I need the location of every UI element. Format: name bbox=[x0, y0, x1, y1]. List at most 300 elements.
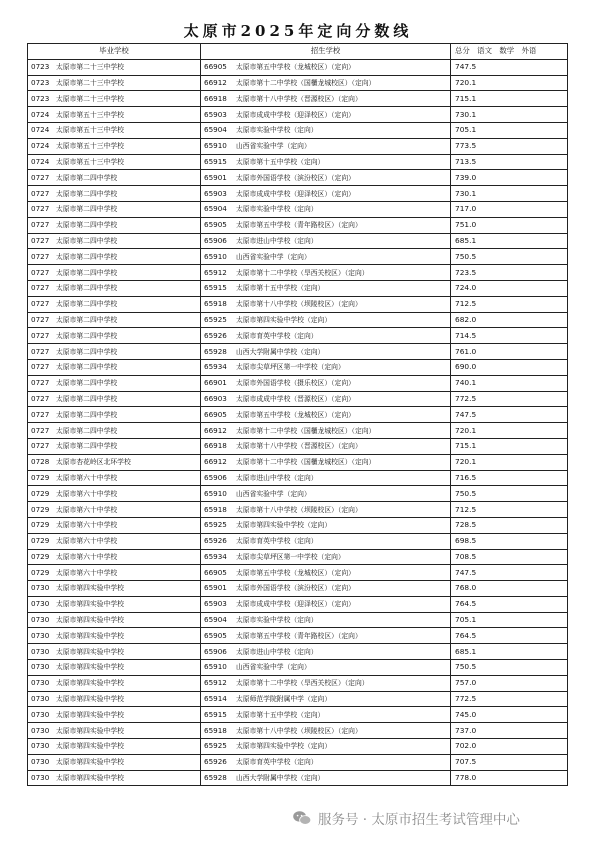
table-row bbox=[28, 707, 568, 723]
grad-school-code: 0730 bbox=[31, 678, 50, 688]
total-score: 768.0 bbox=[451, 581, 568, 597]
enroll-school-code: 65918 bbox=[204, 504, 227, 514]
table-row bbox=[28, 138, 568, 154]
grad-school-name: 太原市第二四中学校 bbox=[56, 442, 118, 451]
grad-school-name: 太原市第六十中学校 bbox=[56, 489, 118, 498]
enroll-school-cell bbox=[201, 312, 451, 328]
enroll-school-cell bbox=[201, 91, 451, 107]
grad-school-name: 太原市第二四中学校 bbox=[56, 189, 118, 198]
table-row bbox=[28, 502, 568, 518]
table-row bbox=[28, 517, 568, 533]
grad-school-cell bbox=[28, 170, 201, 186]
enroll-school-name: 太原市第十五中学校（定向） bbox=[236, 157, 325, 166]
table-row bbox=[28, 533, 568, 549]
total-score: 764.5 bbox=[451, 628, 568, 644]
enroll-school-cell bbox=[201, 644, 451, 660]
enroll-school-cell bbox=[201, 660, 451, 676]
enroll-school-name: 太原师范学院附属中学（定向） bbox=[236, 695, 332, 704]
enroll-school-cell bbox=[201, 154, 451, 170]
grad-school-cell bbox=[28, 296, 201, 312]
grad-school-cell bbox=[28, 517, 201, 533]
enroll-school-cell bbox=[201, 707, 451, 723]
enroll-school-code: 66903 bbox=[204, 393, 227, 403]
enroll-school-cell bbox=[201, 280, 451, 296]
grad-school-cell bbox=[28, 596, 201, 612]
grad-school-code: 0727 bbox=[31, 393, 50, 403]
enroll-school-code: 65915 bbox=[204, 156, 227, 166]
table-row bbox=[28, 660, 568, 676]
grad-school-code: 0727 bbox=[31, 220, 50, 230]
enroll-school-name: 太原市尖草坪区第一中学校（定向） bbox=[236, 552, 345, 561]
table-row bbox=[28, 328, 568, 344]
grad-school-cell bbox=[28, 91, 201, 107]
enroll-school-cell bbox=[201, 502, 451, 518]
grad-school-cell bbox=[28, 75, 201, 91]
enroll-school-code: 65910 bbox=[204, 251, 227, 261]
enroll-school-cell bbox=[201, 581, 451, 597]
watermark-text: 服务号 · 太原市招生考试管理中心 bbox=[318, 812, 520, 828]
enroll-school-code: 66912 bbox=[204, 425, 227, 435]
grad-school-code: 0730 bbox=[31, 599, 50, 609]
total-score: 723.5 bbox=[451, 265, 568, 281]
grad-school-name: 太原市第四实验中学校 bbox=[56, 710, 124, 719]
table-header-row bbox=[28, 44, 568, 60]
enroll-school-name: 太原市实验中学校（定向） bbox=[236, 616, 318, 625]
grad-school-name: 太原市第二四中学校 bbox=[56, 205, 118, 214]
table-row bbox=[28, 201, 568, 217]
grad-school-cell bbox=[28, 407, 201, 423]
grad-school-name: 太原市第二十三中学校 bbox=[56, 63, 124, 72]
table-row bbox=[28, 249, 568, 265]
total-score: 705.1 bbox=[451, 122, 568, 138]
total-score: 717.0 bbox=[451, 201, 568, 217]
total-score: 730.1 bbox=[451, 107, 568, 123]
enroll-school-code: 66918 bbox=[204, 93, 227, 103]
grad-school-name: 太原市第二四中学校 bbox=[56, 379, 118, 388]
grad-school-name: 太原市第六十中学校 bbox=[56, 568, 118, 577]
grad-school-code: 0727 bbox=[31, 188, 50, 198]
grad-school-code: 0724 bbox=[31, 156, 50, 166]
grad-school-code: 0723 bbox=[31, 93, 50, 103]
total-score: 702.0 bbox=[451, 739, 568, 755]
table-row bbox=[28, 454, 568, 470]
enroll-school-code: 65934 bbox=[204, 362, 227, 372]
table-row bbox=[28, 596, 568, 612]
enroll-school-name: 太原市外国语学校（摄乐校区）（定向） bbox=[236, 379, 355, 388]
grad-school-name: 太原市第五十三中学校 bbox=[56, 110, 124, 119]
enroll-school-code: 65904 bbox=[204, 615, 227, 625]
page-title: 太原市2025年定向分数线 bbox=[183, 22, 413, 40]
table-row bbox=[28, 217, 568, 233]
enroll-school-name: 太原市进山中学校（定向） bbox=[236, 473, 318, 482]
total-score: 715.1 bbox=[451, 91, 568, 107]
grad-school-code: 0730 bbox=[31, 773, 50, 783]
enroll-school-cell bbox=[201, 170, 451, 186]
table-row bbox=[28, 644, 568, 660]
total-score: 750.5 bbox=[451, 660, 568, 676]
enroll-school-cell bbox=[201, 770, 451, 786]
table-row bbox=[28, 407, 568, 423]
grad-school-cell bbox=[28, 754, 201, 770]
enroll-school-code: 66901 bbox=[204, 378, 227, 388]
enroll-school-name: 太原市第十二中学校（国櫃龙城校区）（定向） bbox=[236, 458, 376, 467]
header-grad-school: 毕业学校 bbox=[28, 44, 201, 60]
grad-school-name: 太原市第二四中学校 bbox=[56, 363, 118, 372]
enroll-school-name: 太原市育英中学校（定向） bbox=[236, 537, 318, 546]
enroll-school-cell bbox=[201, 201, 451, 217]
enroll-school-code: 66912 bbox=[204, 457, 227, 467]
grad-school-cell bbox=[28, 107, 201, 123]
grad-school-name: 太原市第六十中学校 bbox=[56, 537, 118, 546]
enroll-school-name: 山西大学附属中学校（定向） bbox=[236, 347, 325, 356]
grad-school-cell bbox=[28, 359, 201, 375]
grad-school-code: 0729 bbox=[31, 472, 50, 482]
total-score: 750.5 bbox=[451, 249, 568, 265]
enroll-school-name: 太原市第十五中学校（定向） bbox=[236, 710, 325, 719]
grad-school-name: 太原市第四实验中学校 bbox=[56, 663, 124, 672]
enroll-school-code: 65906 bbox=[204, 472, 227, 482]
grad-school-code: 0723 bbox=[31, 62, 50, 72]
enroll-school-code: 65901 bbox=[204, 172, 227, 182]
grad-school-name: 太原市第二四中学校 bbox=[56, 331, 118, 340]
grad-school-code: 0727 bbox=[31, 425, 50, 435]
table-row bbox=[28, 59, 568, 75]
grad-school-name: 太原市第四实验中学校 bbox=[56, 758, 124, 767]
enroll-school-name: 太原市第十二中学校（旱西关校区）（定向） bbox=[236, 268, 369, 277]
grad-school-code: 0729 bbox=[31, 551, 50, 561]
table-row bbox=[28, 233, 568, 249]
total-score: 745.0 bbox=[451, 707, 568, 723]
table-row bbox=[28, 75, 568, 91]
enroll-school-code: 65926 bbox=[204, 757, 227, 767]
grad-school-code: 0730 bbox=[31, 694, 50, 704]
enroll-school-code: 65904 bbox=[204, 125, 227, 135]
total-score: 707.5 bbox=[451, 754, 568, 770]
enroll-school-code: 66905 bbox=[204, 567, 227, 577]
total-score: 724.0 bbox=[451, 280, 568, 296]
enroll-school-cell bbox=[201, 739, 451, 755]
grad-school-code: 0730 bbox=[31, 583, 50, 593]
grad-school-code: 0730 bbox=[31, 630, 50, 640]
enroll-school-cell bbox=[201, 438, 451, 454]
enroll-school-cell bbox=[201, 391, 451, 407]
enroll-school-name: 太原市成成中学校（迎泽校区）（定向） bbox=[236, 189, 355, 198]
grad-school-cell bbox=[28, 549, 201, 565]
table-row bbox=[28, 675, 568, 691]
total-score: 685.1 bbox=[451, 233, 568, 249]
grad-school-code: 0730 bbox=[31, 757, 50, 767]
enroll-school-name: 太原市第十八中学校（坝陵校区）（定向） bbox=[236, 726, 362, 735]
total-score: 739.0 bbox=[451, 170, 568, 186]
enroll-school-cell bbox=[201, 375, 451, 391]
total-score: 747.5 bbox=[451, 59, 568, 75]
enroll-school-cell bbox=[201, 217, 451, 233]
enroll-school-name: 山西大学附属中学校（定向） bbox=[236, 774, 325, 783]
table-row bbox=[28, 438, 568, 454]
grad-school-name: 太原市第二四中学校 bbox=[56, 300, 118, 309]
grad-school-code: 0730 bbox=[31, 662, 50, 672]
grad-school-cell bbox=[28, 612, 201, 628]
enroll-school-cell bbox=[201, 470, 451, 486]
total-score: 716.5 bbox=[451, 470, 568, 486]
grad-school-cell bbox=[28, 533, 201, 549]
enroll-school-code: 65912 bbox=[204, 678, 227, 688]
grad-school-code: 0727 bbox=[31, 346, 50, 356]
enroll-school-code: 65915 bbox=[204, 283, 227, 293]
grad-school-cell bbox=[28, 186, 201, 202]
total-score: 708.5 bbox=[451, 549, 568, 565]
total-score: 730.1 bbox=[451, 186, 568, 202]
total-score: 705.1 bbox=[451, 612, 568, 628]
enroll-school-cell bbox=[201, 344, 451, 360]
grad-school-code: 0730 bbox=[31, 709, 50, 719]
grad-school-name: 太原市第五十三中学校 bbox=[56, 157, 124, 166]
table-row bbox=[28, 186, 568, 202]
watermark bbox=[292, 808, 520, 828]
table-row bbox=[28, 265, 568, 281]
enroll-school-code: 65901 bbox=[204, 583, 227, 593]
enroll-school-cell bbox=[201, 691, 451, 707]
grad-school-cell bbox=[28, 280, 201, 296]
grad-school-code: 0729 bbox=[31, 567, 50, 577]
enroll-school-cell bbox=[201, 565, 451, 581]
grad-school-cell bbox=[28, 265, 201, 281]
grad-school-code: 0728 bbox=[31, 457, 50, 467]
grad-school-code: 0724 bbox=[31, 109, 50, 119]
enroll-school-cell bbox=[201, 612, 451, 628]
enroll-school-cell bbox=[201, 186, 451, 202]
grad-school-name: 太原市第二四中学校 bbox=[56, 173, 118, 182]
grad-school-code: 0727 bbox=[31, 314, 50, 324]
enroll-school-code: 65912 bbox=[204, 267, 227, 277]
enroll-school-name: 太原市实验中学校（定向） bbox=[236, 126, 318, 135]
total-score: 750.5 bbox=[451, 486, 568, 502]
grad-school-name: 太原市第四实验中学校 bbox=[56, 616, 124, 625]
enroll-school-name: 太原市第十八中学校（坝陵校区）（定向） bbox=[236, 300, 362, 309]
enroll-school-code: 65925 bbox=[204, 520, 227, 530]
total-score: 720.1 bbox=[451, 423, 568, 439]
grad-school-code: 0730 bbox=[31, 615, 50, 625]
grad-school-cell bbox=[28, 675, 201, 691]
enroll-school-code: 65906 bbox=[204, 646, 227, 656]
grad-school-code: 0727 bbox=[31, 299, 50, 309]
grad-school-cell bbox=[28, 249, 201, 265]
enroll-school-code: 65918 bbox=[204, 725, 227, 735]
enroll-school-cell bbox=[201, 75, 451, 91]
enroll-school-cell bbox=[201, 138, 451, 154]
enroll-school-code: 65905 bbox=[204, 220, 227, 230]
enroll-school-name: 太原市第五中学校（青年路校区）（定向） bbox=[236, 631, 362, 640]
total-score: 714.5 bbox=[451, 328, 568, 344]
enroll-school-name: 太原市第五中学校（青年路校区）（定向） bbox=[236, 221, 362, 230]
table-row bbox=[28, 280, 568, 296]
total-score: 685.1 bbox=[451, 644, 568, 660]
grad-school-name: 太原市第四实验中学校 bbox=[56, 600, 124, 609]
grad-school-name: 太原市第四实验中学校 bbox=[56, 726, 124, 735]
grad-school-name: 太原市第四实验中学校 bbox=[56, 631, 124, 640]
enroll-school-cell bbox=[201, 723, 451, 739]
total-score: 740.1 bbox=[451, 375, 568, 391]
grad-school-name: 太原市第二四中学校 bbox=[56, 236, 118, 245]
grad-school-cell bbox=[28, 644, 201, 660]
enroll-school-name: 太原市第五中学校（龙城校区）（定向） bbox=[236, 410, 355, 419]
table-row bbox=[28, 691, 568, 707]
total-score: 747.5 bbox=[451, 565, 568, 581]
total-score: 772.5 bbox=[451, 391, 568, 407]
enroll-school-code: 66905 bbox=[204, 409, 227, 419]
grad-school-code: 0727 bbox=[31, 362, 50, 372]
total-score: 690.0 bbox=[451, 359, 568, 375]
enroll-school-cell bbox=[201, 628, 451, 644]
enroll-school-name: 太原市实验中学校（定向） bbox=[236, 205, 318, 214]
enroll-school-cell bbox=[201, 233, 451, 249]
enroll-school-name: 太原市育英中学校（定向） bbox=[236, 331, 318, 340]
enroll-school-cell bbox=[201, 359, 451, 375]
total-score: 773.5 bbox=[451, 138, 568, 154]
table-row bbox=[28, 170, 568, 186]
enroll-school-name: 太原市外国语学校（滨汾校区）（定向） bbox=[236, 584, 355, 593]
enroll-school-name: 太原市第四实验中学校（定向） bbox=[236, 742, 332, 751]
enroll-school-name: 太原市成成中学校（迎泽校区）（定向） bbox=[236, 600, 355, 609]
grad-school-cell bbox=[28, 470, 201, 486]
enroll-school-name: 太原市第四实验中学校（定向） bbox=[236, 315, 332, 324]
table-row bbox=[28, 391, 568, 407]
table-row bbox=[28, 312, 568, 328]
table-row bbox=[28, 122, 568, 138]
total-score: 751.0 bbox=[451, 217, 568, 233]
table-row bbox=[28, 770, 568, 786]
enroll-school-cell bbox=[201, 517, 451, 533]
enroll-school-name: 太原市尖草坪区第一中学校（定向） bbox=[236, 363, 345, 372]
grad-school-cell bbox=[28, 375, 201, 391]
grad-school-cell bbox=[28, 581, 201, 597]
enroll-school-code: 66905 bbox=[204, 62, 227, 72]
grad-school-cell bbox=[28, 486, 201, 502]
table-row bbox=[28, 486, 568, 502]
enroll-school-name: 太原市育英中学校（定向） bbox=[236, 758, 318, 767]
enroll-school-code: 66912 bbox=[204, 77, 227, 87]
grad-school-cell bbox=[28, 233, 201, 249]
grad-school-name: 太原市第二四中学校 bbox=[56, 284, 118, 293]
total-score: 772.5 bbox=[451, 691, 568, 707]
total-score: 778.0 bbox=[451, 770, 568, 786]
grad-school-code: 0724 bbox=[31, 125, 50, 135]
grad-school-code: 0727 bbox=[31, 441, 50, 451]
grad-school-code: 0727 bbox=[31, 283, 50, 293]
grad-school-cell bbox=[28, 59, 201, 75]
enroll-school-name: 太原市第十二中学校（国櫃龙城校区）（定向） bbox=[236, 78, 376, 87]
enroll-school-cell bbox=[201, 296, 451, 312]
enroll-school-code: 65914 bbox=[204, 694, 227, 704]
table-row bbox=[28, 359, 568, 375]
table-row bbox=[28, 375, 568, 391]
grad-school-code: 0727 bbox=[31, 235, 50, 245]
enroll-school-name: 太原市第十二中学校（旱西关校区）（定向） bbox=[236, 679, 369, 688]
enroll-school-cell bbox=[201, 486, 451, 502]
total-score: 713.5 bbox=[451, 154, 568, 170]
grad-school-name: 太原市第六十中学校 bbox=[56, 521, 118, 530]
enroll-school-cell bbox=[201, 407, 451, 423]
grad-school-cell bbox=[28, 660, 201, 676]
table-row bbox=[28, 739, 568, 755]
total-score: 747.5 bbox=[451, 407, 568, 423]
enroll-school-code: 65926 bbox=[204, 536, 227, 546]
enroll-school-cell bbox=[201, 328, 451, 344]
grad-school-name: 太原市杏花岭区北环学校 bbox=[56, 458, 131, 467]
grad-school-name: 太原市第六十中学校 bbox=[56, 473, 118, 482]
grad-school-cell bbox=[28, 438, 201, 454]
enroll-school-cell bbox=[201, 596, 451, 612]
enroll-school-cell bbox=[201, 249, 451, 265]
table-row bbox=[28, 107, 568, 123]
enroll-school-name: 太原市进山中学校（定向） bbox=[236, 647, 318, 656]
grad-school-cell bbox=[28, 122, 201, 138]
enroll-school-name: 太原市第十八中学校（坝陵校区）（定向） bbox=[236, 505, 362, 514]
grad-school-cell bbox=[28, 312, 201, 328]
enroll-school-code: 65905 bbox=[204, 630, 227, 640]
enroll-school-name: 太原市第十八中学校（晋源校区）（定向） bbox=[236, 442, 362, 451]
grad-school-name: 太原市第四实验中学校 bbox=[56, 647, 124, 656]
enroll-school-name: 山西省实验中学（定向） bbox=[236, 489, 311, 498]
grad-school-cell bbox=[28, 391, 201, 407]
grad-school-name: 太原市第二四中学校 bbox=[56, 221, 118, 230]
grad-school-cell bbox=[28, 454, 201, 470]
enroll-school-name: 太原市成成中学校（晋源校区）（定向） bbox=[236, 394, 355, 403]
grad-school-cell bbox=[28, 138, 201, 154]
total-score: 728.5 bbox=[451, 517, 568, 533]
enroll-school-code: 66918 bbox=[204, 441, 227, 451]
table-row bbox=[28, 754, 568, 770]
grad-school-code: 0727 bbox=[31, 267, 50, 277]
table-row bbox=[28, 296, 568, 312]
grad-school-code: 0730 bbox=[31, 741, 50, 751]
grad-school-name: 太原市第四实验中学校 bbox=[56, 584, 124, 593]
grad-school-code: 0723 bbox=[31, 77, 50, 87]
enroll-school-code: 65903 bbox=[204, 109, 227, 119]
grad-school-code: 0729 bbox=[31, 488, 50, 498]
header-enroll-school: 招生学校 bbox=[201, 44, 451, 60]
grad-school-code: 0729 bbox=[31, 504, 50, 514]
total-score: 757.0 bbox=[451, 675, 568, 691]
grad-school-code: 0727 bbox=[31, 204, 50, 214]
grad-school-code: 0730 bbox=[31, 725, 50, 735]
grad-school-cell bbox=[28, 201, 201, 217]
enroll-school-name: 太原市第十二中学校（国櫃龙城校区）（定向） bbox=[236, 426, 376, 435]
grad-school-cell bbox=[28, 565, 201, 581]
grad-school-code: 0724 bbox=[31, 141, 50, 151]
grad-school-name: 太原市第四实验中学校 bbox=[56, 774, 124, 783]
table-row bbox=[28, 91, 568, 107]
total-score: 761.0 bbox=[451, 344, 568, 360]
table-row bbox=[28, 344, 568, 360]
enroll-school-code: 65928 bbox=[204, 346, 227, 356]
enroll-school-name: 太原市外国语学校（滨汾校区）（定向） bbox=[236, 173, 355, 182]
grad-school-name: 太原市第四实验中学校 bbox=[56, 695, 124, 704]
grad-school-cell bbox=[28, 328, 201, 344]
total-score: 712.5 bbox=[451, 502, 568, 518]
table-row bbox=[28, 612, 568, 628]
enroll-school-code: 65910 bbox=[204, 141, 227, 151]
grad-school-code: 0729 bbox=[31, 536, 50, 546]
enroll-school-code: 65903 bbox=[204, 188, 227, 198]
table-row bbox=[28, 565, 568, 581]
table-row bbox=[28, 549, 568, 565]
grad-school-cell bbox=[28, 628, 201, 644]
grad-school-name: 太原市第六十中学校 bbox=[56, 552, 118, 561]
grad-school-code: 0727 bbox=[31, 409, 50, 419]
table-row bbox=[28, 723, 568, 739]
grad-school-name: 太原市第二四中学校 bbox=[56, 410, 118, 419]
